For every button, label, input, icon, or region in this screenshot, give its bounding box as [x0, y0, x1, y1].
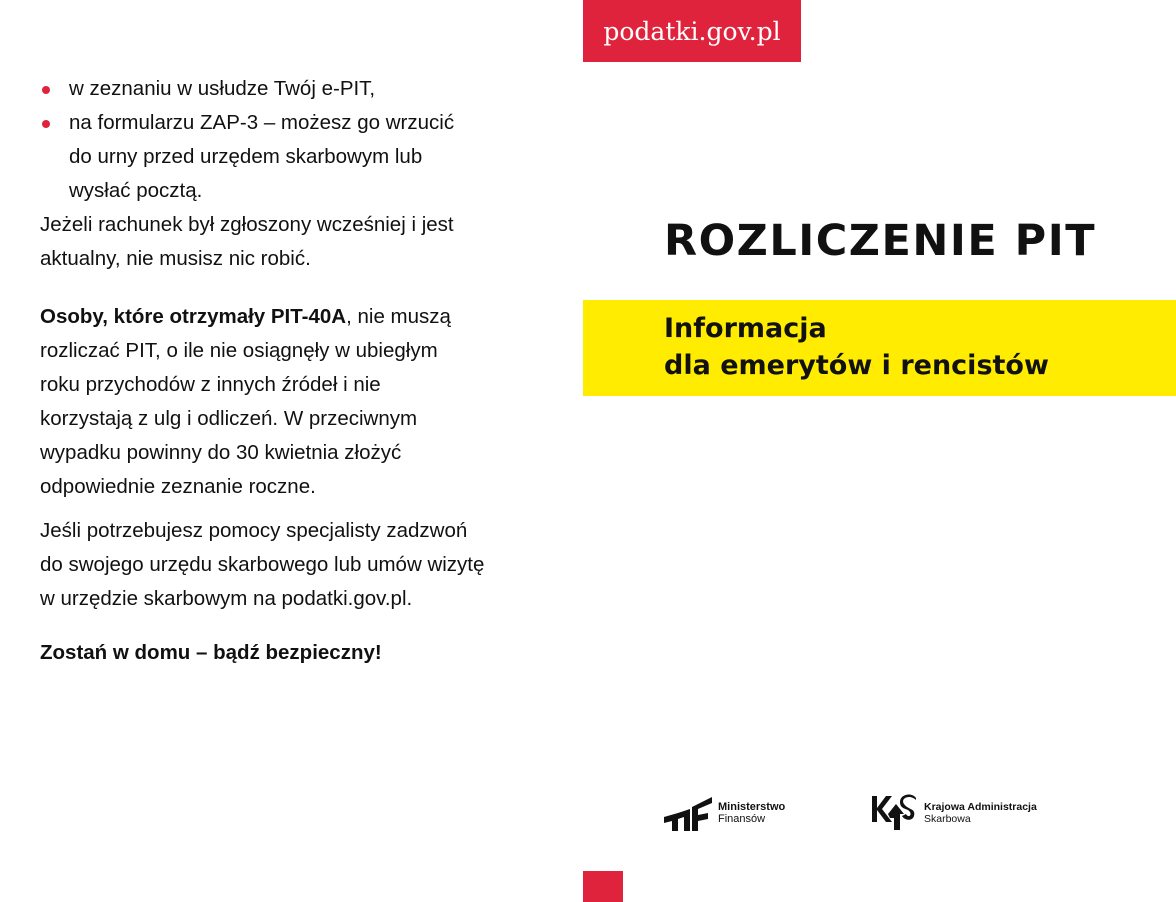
kas-emblem-icon [870, 794, 918, 832]
pit40a-bold-lead: Osoby, które otrzymały PIT-40A [40, 305, 347, 328]
help-paragraph: Jeśli potrzebujesz pomocy specjalisty zadzwoń do swojego urzędu skarbowego lub umów wizytę w urzędzie skarbowym na podatki.gov.pl. [40, 519, 485, 610]
logo-mf-line1: Ministerstwo [718, 801, 786, 813]
left-column [40, 72, 520, 670]
pit40a-body: , nie muszą rozliczać PIT, o ile nie osiągnęły w ubiegłym roku przychodów z innych źródeł i nie korzystają z ulg i odliczeń. W przeciwnym wypadku powinny do 30 kwietnia złożyć odpowiednie zeznanie roczne. [40, 305, 451, 498]
closing-text: Zostań w domu – bądź bezpieczny! [40, 641, 382, 664]
logo-mf-line2: Finansów [718, 813, 766, 825]
closing-line [40, 636, 520, 670]
submission-methods-list [40, 72, 520, 208]
page-title: ROZLICZENIE PIT [664, 216, 1097, 266]
kas-logo [870, 793, 1037, 833]
bullet-item-epit: w zeznaniu w usłudze Twój e-PIT, [40, 72, 520, 106]
subtitle-band [583, 300, 1176, 396]
logo-kas-line1: Krajowa Administracja [924, 801, 1037, 813]
pit40a-paragraph [40, 300, 465, 504]
decorative-red-square [583, 871, 623, 902]
subtitle-line-1: Informacja [664, 313, 827, 344]
logo-kas-line2: Skarbowa [924, 813, 971, 825]
account-note-paragraph: Jeżeli rachunek był zgłoszony wcześniej i jest aktualny, nie musisz nic robić. [40, 213, 454, 270]
subtitle [664, 310, 1049, 384]
bullet-item-zap3: na formularzu ZAP-3 – możesz go wrzucić do urny przed urzędem skarbowym lub wysłać pocztą. [40, 106, 469, 208]
subtitle-line-2: dla emerytów i rencistów [664, 350, 1049, 381]
brand-badge: podatki.gov.pl [583, 0, 801, 62]
ministry-emblem-icon [664, 795, 712, 831]
ministry-of-finance-logo [664, 793, 785, 833]
